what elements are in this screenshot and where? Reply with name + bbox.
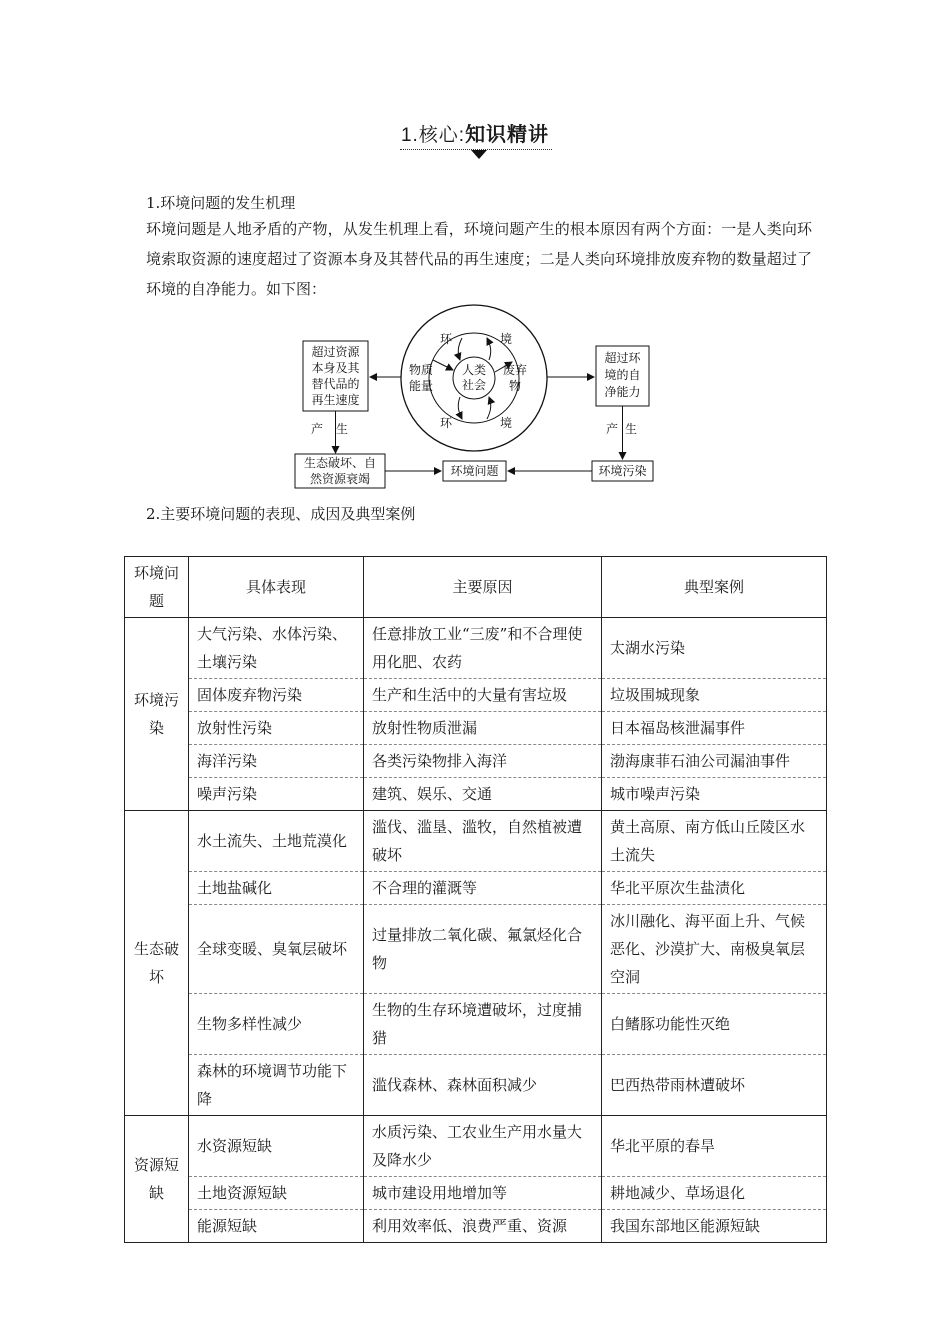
center-label: 人类 — [461, 363, 487, 377]
case-cell: 白鳍豚功能性灭绝 — [602, 994, 827, 1055]
bottom-center-label: 环境问题 — [450, 464, 499, 478]
left-box-line: 本身及其 — [311, 361, 360, 375]
section1-paragraph: 环境问题是人地矛盾的产物，从发生机理上看，环境问题产生的根本原因有两个方面：一是人类向环境索取资源的速度超过了资源本身及其替代品的再生速度；二是人类向环境排放废弃物的数量超过了环境的自净能力。如下图： — [146, 220, 812, 298]
manifestation-cell: 海洋污染 — [189, 745, 364, 778]
ring-right-label: 废弃 — [502, 363, 528, 377]
case-cell: 黄土高原、南方低山丘陵区水土流失 — [602, 811, 827, 872]
cause-cell: 城市建设用地增加等 — [364, 1177, 602, 1210]
title-main: 知识精讲 — [465, 122, 550, 146]
table-row — [125, 618, 827, 679]
table-row — [125, 1210, 827, 1243]
bottom-right-label: 环境污染 — [598, 464, 647, 478]
cause-cell: 各类污染物排入海洋 — [364, 745, 602, 778]
table-row — [125, 712, 827, 745]
case-cell: 耕地减少、草场退化 — [602, 1177, 827, 1210]
case-cell: 渤海康菲石油公司漏油事件 — [602, 745, 827, 778]
case-cell: 华北平原的春旱 — [602, 1116, 827, 1177]
page-title — [0, 118, 950, 147]
manifestation-cell: 土地盐碱化 — [189, 872, 364, 905]
section2-heading: 2.主要环境问题的表现、成因及典型案例 — [146, 505, 416, 523]
cause-cell: 建筑、娱乐、交通 — [364, 778, 602, 811]
manifestation-cell: 噪声污染 — [189, 778, 364, 811]
manifestation-cell: 大气污染、水体污染、土壤污染 — [189, 618, 364, 679]
produce-label: 产 — [310, 422, 324, 436]
produce-label: 产 — [605, 422, 619, 436]
right-box-line: 境的自 — [604, 368, 641, 382]
ring-label: 环 — [439, 332, 453, 346]
table-header-row — [125, 557, 827, 618]
bottom-left-line: 然资源衰竭 — [309, 472, 371, 486]
header-manifestation: 具体表现 — [189, 557, 364, 618]
manifestation-cell: 水资源短缺 — [189, 1116, 364, 1177]
environment-problems-table — [124, 556, 827, 1243]
table-row — [125, 1116, 827, 1177]
produce-label: 生 — [335, 422, 349, 436]
ring-right-label: 物 — [508, 379, 522, 393]
case-cell: 华北平原次生盐渍化 — [602, 872, 827, 905]
category-cell: 环境污染 — [125, 618, 189, 811]
bottom-left-line: 生态破坏、自 — [303, 456, 377, 470]
table-row — [125, 745, 827, 778]
cause-cell: 滥伐森林、森林面积减少 — [364, 1055, 602, 1116]
manifestation-cell: 能源短缺 — [189, 1210, 364, 1243]
cause-cell: 生物的生存环境遭破坏，过度捕猎 — [364, 994, 602, 1055]
manifestation-cell: 水土流失、土地荒漠化 — [189, 811, 364, 872]
case-cell: 日本福岛核泄漏事件 — [602, 712, 827, 745]
table-row — [125, 1055, 827, 1116]
category-cell: 生态破坏 — [125, 811, 189, 1116]
cause-cell: 利用效率低、浪费严重、资源 — [364, 1210, 602, 1243]
section1-heading: 1.环境问题的发生机理 — [146, 194, 296, 212]
ring-label: 境 — [499, 416, 513, 430]
header-case: 典型案例 — [602, 557, 827, 618]
ring-left-label: 物质 — [408, 363, 434, 377]
case-cell: 冰川融化、海平面上升、气候恶化、沙漠扩大、南极臭氧层空洞 — [602, 905, 827, 994]
mechanism-diagram — [290, 302, 670, 492]
cause-cell: 任意排放工业“三废”和不合理使用化肥、农药 — [364, 618, 602, 679]
case-cell: 我国东部地区能源短缺 — [602, 1210, 827, 1243]
left-box-line: 再生速度 — [311, 393, 360, 407]
manifestation-cell: 生物多样性减少 — [189, 994, 364, 1055]
manifestation-cell: 放射性污染 — [189, 712, 364, 745]
manifestation-cell: 固体废弃物污染 — [189, 679, 364, 712]
ring-label: 环 — [439, 416, 453, 430]
cause-cell: 生产和生活中的大量有害垃圾 — [364, 679, 602, 712]
table-row — [125, 1177, 827, 1210]
manifestation-cell: 全球变暖、臭氧层破坏 — [189, 905, 364, 994]
left-box-line: 超过资源 — [311, 345, 360, 359]
right-box-line: 净能力 — [604, 385, 641, 399]
cause-cell: 滥伐、滥垦、滥牧，自然植被遭破坏 — [364, 811, 602, 872]
table-row — [125, 905, 827, 994]
case-cell: 城市噪声污染 — [602, 778, 827, 811]
right-box-line: 超过环 — [604, 351, 641, 365]
table-row — [125, 994, 827, 1055]
category-cell: 资源短缺 — [125, 1116, 189, 1243]
header-cause: 主要原因 — [364, 557, 602, 618]
case-cell: 垃圾围城现象 — [602, 679, 827, 712]
cause-cell: 不合理的灌溉等 — [364, 872, 602, 905]
table-row — [125, 679, 827, 712]
ring-label: 境 — [499, 332, 513, 346]
produce-label: 生 — [624, 422, 638, 436]
header-category: 环境问题 — [125, 557, 189, 618]
ring-left-label: 能量 — [408, 379, 434, 393]
table-row — [125, 872, 827, 905]
table-row — [125, 778, 827, 811]
case-cell: 太湖水污染 — [602, 618, 827, 679]
left-box-line: 替代品的 — [311, 377, 360, 391]
case-cell: 巴西热带雨林遭破坏 — [602, 1055, 827, 1116]
center-label: 社会 — [461, 378, 487, 392]
cause-cell: 水质污染、工农业生产用水量大及降水少 — [364, 1116, 602, 1177]
table-row — [125, 811, 827, 872]
cause-cell: 放射性物质泄漏 — [364, 712, 602, 745]
cause-cell: 过量排放二氧化碳、氟氯烃化合物 — [364, 905, 602, 994]
title-prefix: 1.核心: — [400, 125, 466, 146]
title-down-arrow-icon — [471, 150, 487, 159]
manifestation-cell: 森林的环境调节功能下降 — [189, 1055, 364, 1116]
manifestation-cell: 土地资源短缺 — [189, 1177, 364, 1210]
